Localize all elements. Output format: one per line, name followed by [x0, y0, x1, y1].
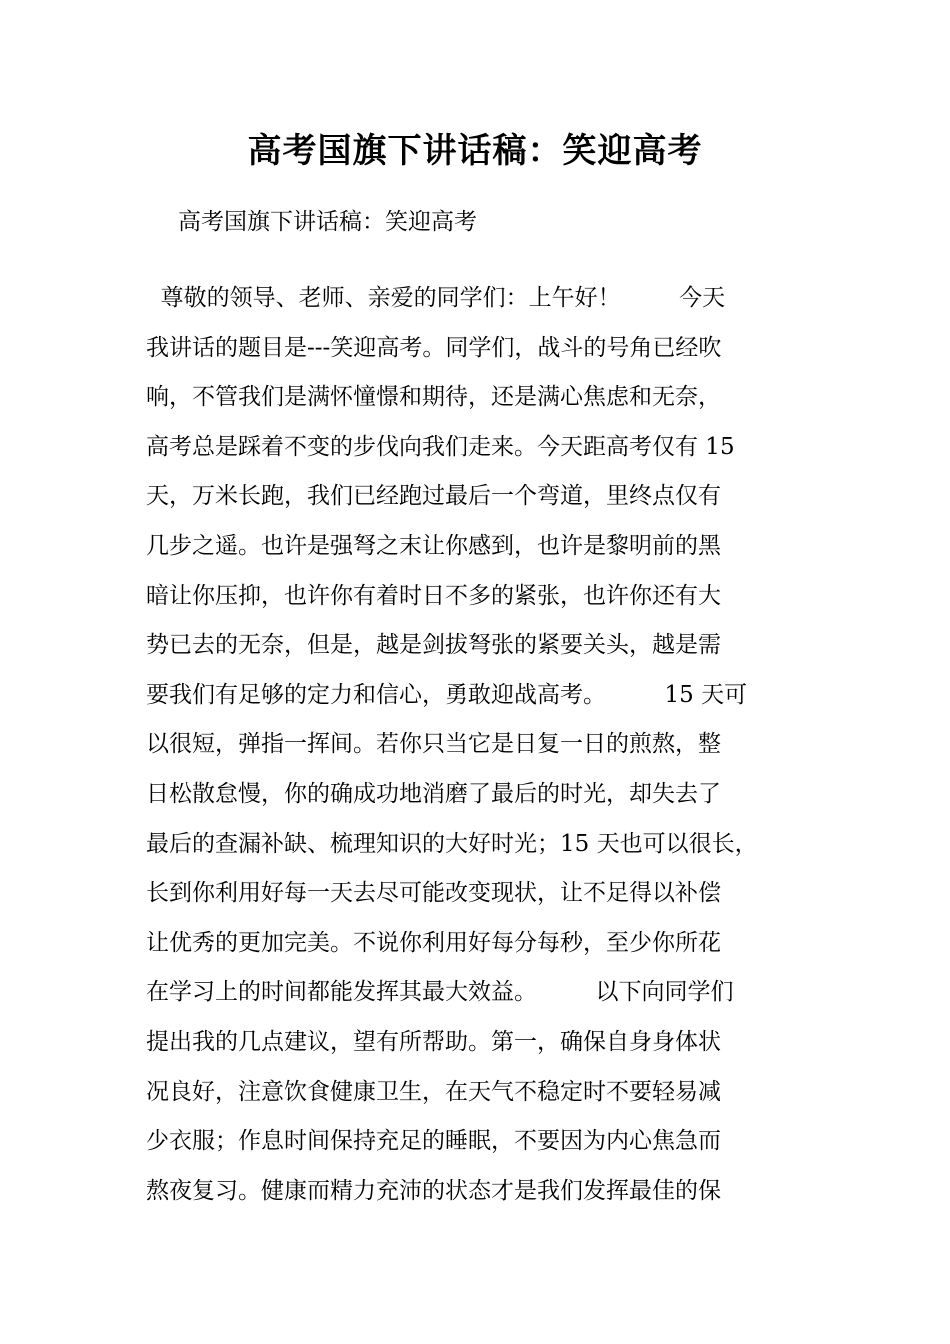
- body-line: 高考总是踩着不变的步伐向我们走来。今天距高考仅有 15: [146, 433, 735, 460]
- body-line: 况良好，注意饮食健康卫生，在天气不稳定时不要轻易减: [146, 1078, 721, 1105]
- body-line: 我讲话的题目是---笑迎高考。同学们，战斗的号角已经吹: [146, 334, 722, 361]
- document-body: [146, 274, 836, 1216]
- body-line: 日松散怠慢，你的确成功地消磨了最后的时光，却失去了: [146, 780, 721, 807]
- body-line: 最后的查漏补缺、梳理知识的大好时光；15 天也可以很长，: [146, 830, 758, 857]
- body-line: 要我们有足够的定力和信心，勇敢迎战高考。 15 天可: [146, 681, 748, 708]
- body-line: 响，不管我们是满怀憧憬和期待，还是满心焦虑和无奈，: [146, 384, 721, 411]
- body-line: 少衣服；作息时间保持充足的睡眠，不要因为内心焦急而: [146, 1128, 721, 1155]
- body-line: 在学习上的时间都能发挥其最大效益。 以下向同学们: [146, 979, 734, 1006]
- body-line: 势已去的无奈，但是，越是剑拔弩张的紧要关头，越是需: [146, 632, 721, 659]
- body-line: 长到你利用好每一天去尽可能改变现状，让不足得以补偿: [146, 880, 721, 907]
- document-title: 高考国旗下讲话稿：笑迎高考: [247, 131, 703, 171]
- body-line: 让优秀的更加完美。不说你利用好每分每秒，至少你所花: [146, 929, 721, 956]
- body-line: 尊敬的领导、老师、亲爱的同学们：上午好！ 今天: [146, 285, 726, 311]
- body-line: 以很短，弹指一挥间。若你只当它是日复一日的煎熬，整: [146, 731, 721, 758]
- body-line: 天，万米长跑，我们已经跑过最后一个弯道，里终点仅有: [146, 483, 721, 510]
- document-subtitle: 高考国旗下讲话稿：笑迎高考: [178, 209, 477, 235]
- body-line: 提出我的几点建议，望有所帮助。第一，确保自身身体状: [146, 1028, 721, 1055]
- body-line: 熬夜复习。健康而精力充沛的状态才是我们发挥最佳的保: [146, 1177, 721, 1204]
- body-line: 几步之遥。也许是强弩之末让你感到，也许是黎明前的黑: [146, 532, 721, 559]
- body-line: 暗让你压抑，也许你有着时日不多的紧张，也许你还有大: [146, 582, 721, 609]
